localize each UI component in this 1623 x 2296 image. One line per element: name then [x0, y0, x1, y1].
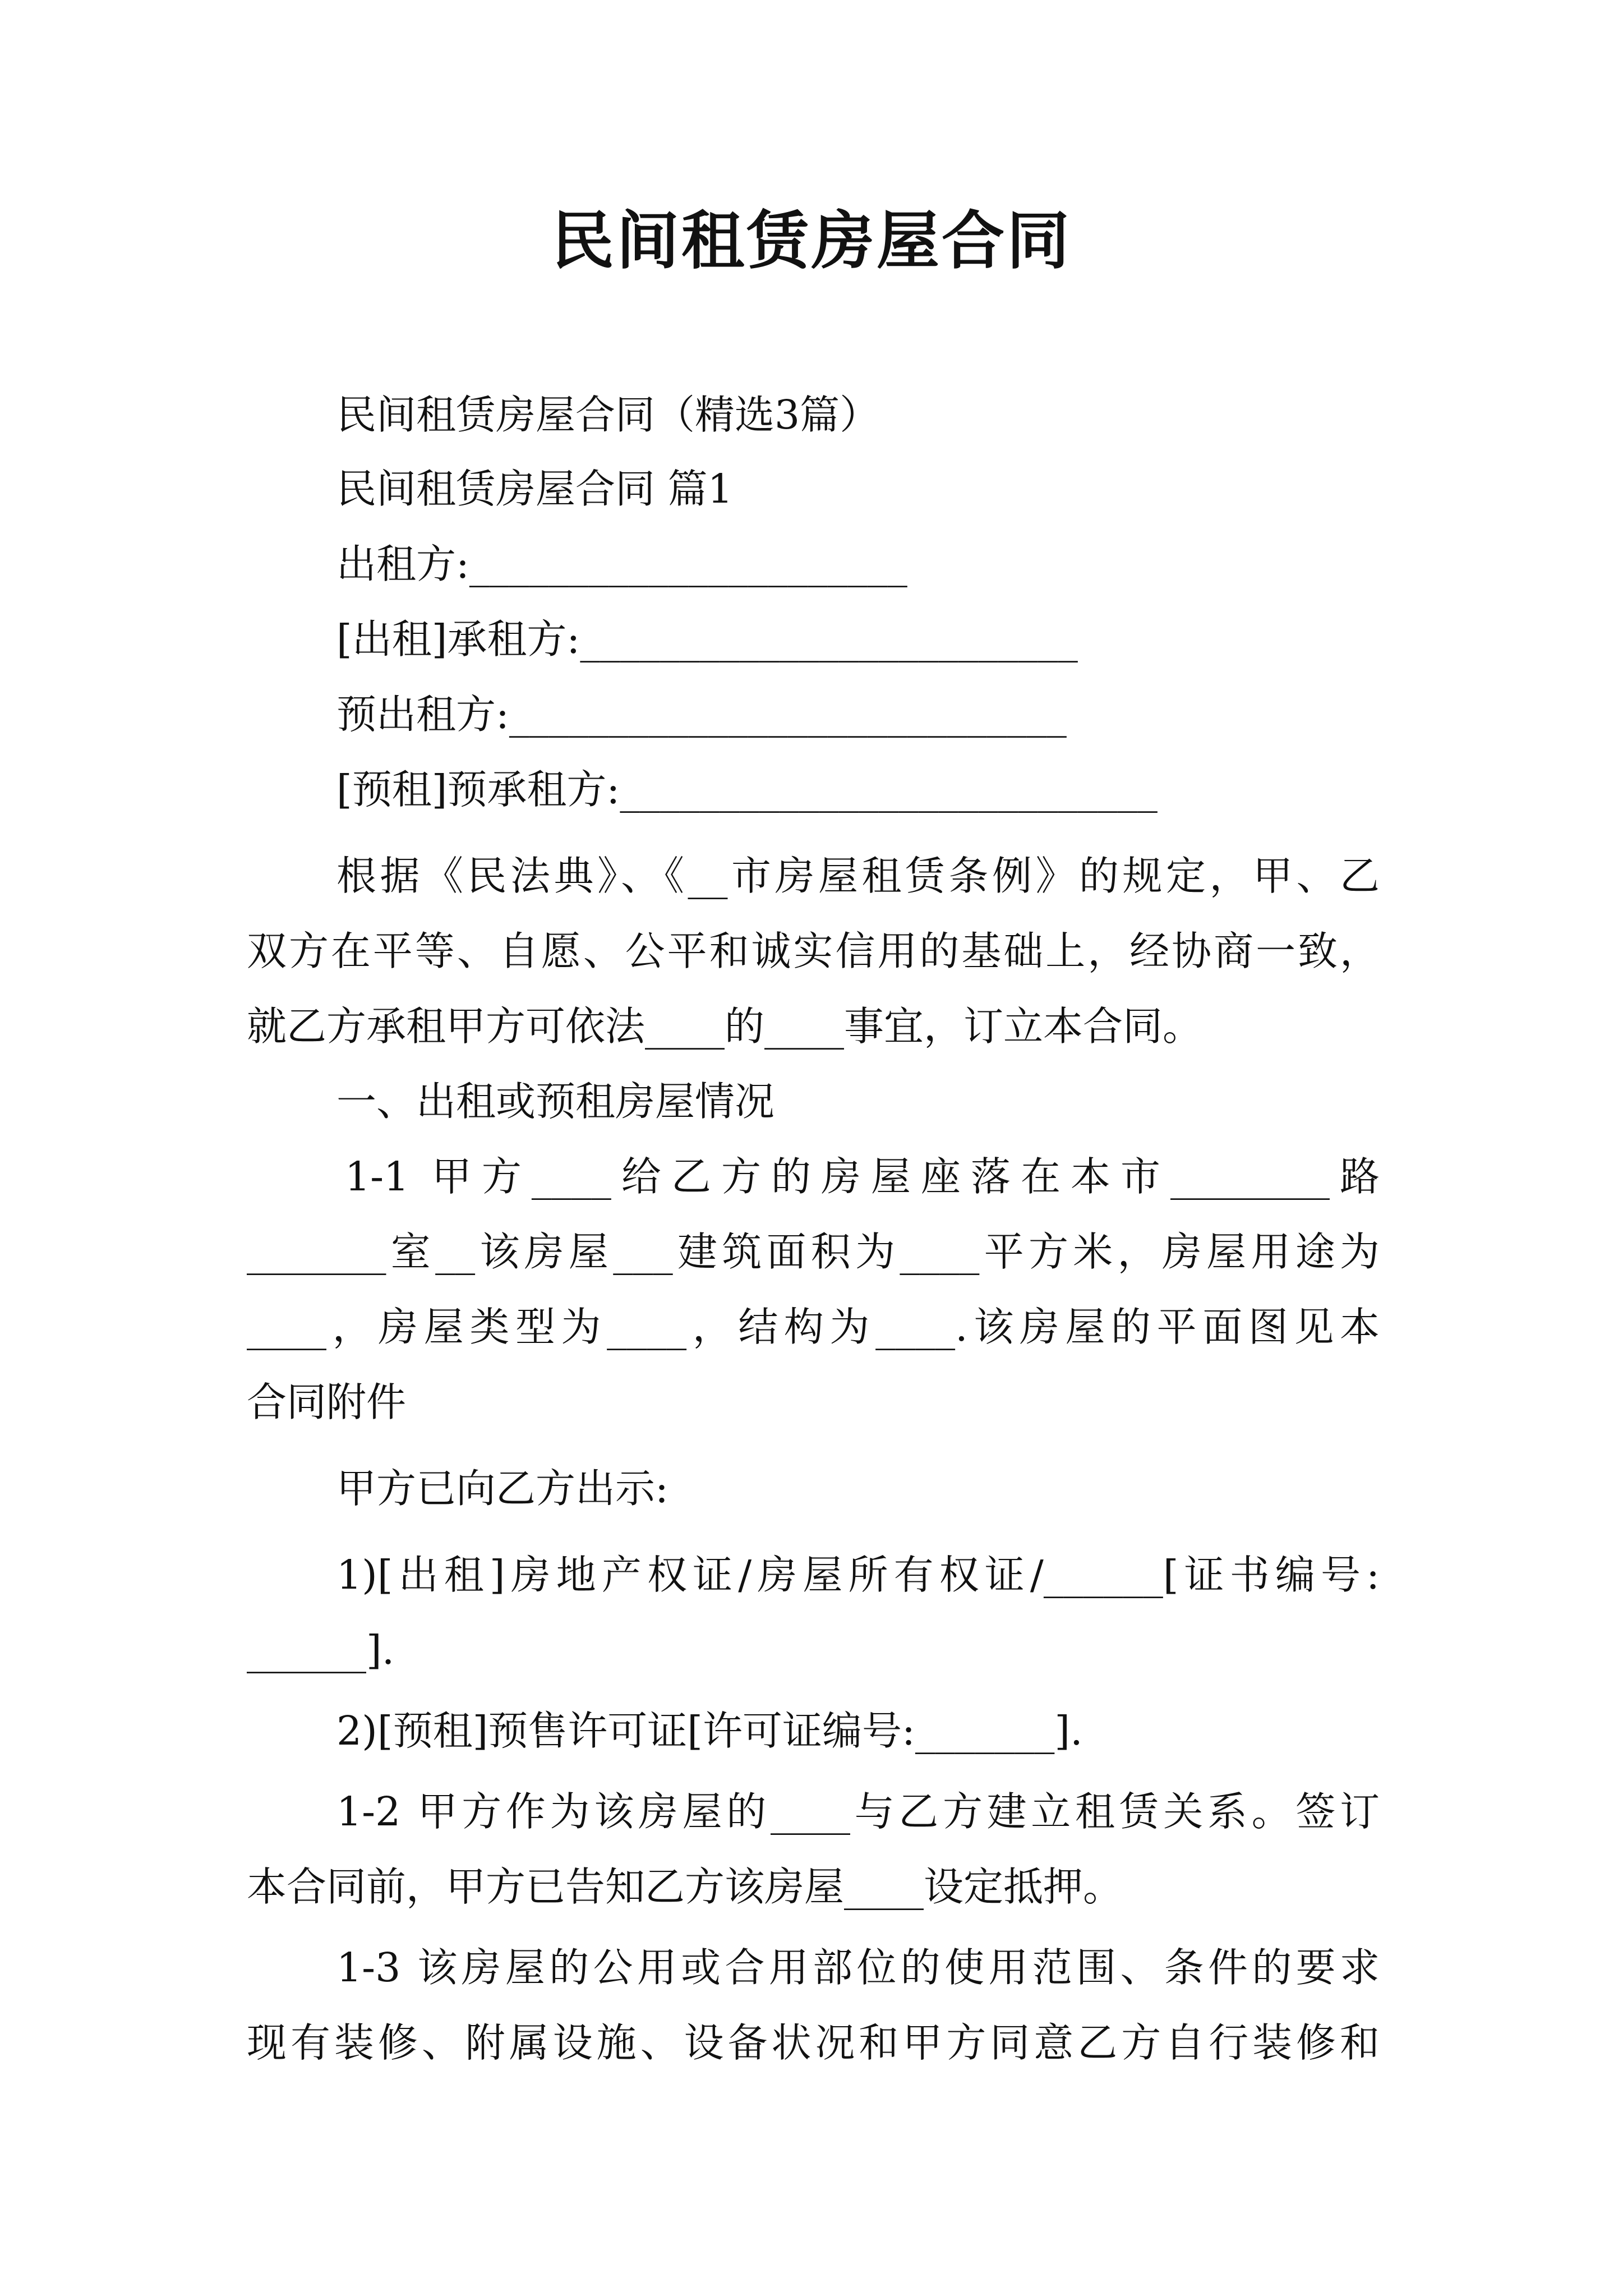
paragraph-line: 1-3 该房屋的公用或合用部位的使用范围、条件的要求 [336, 1944, 1380, 1991]
clause-heading: 一、出租或预租房屋情况 [336, 1078, 775, 1125]
lessee-field: [出租]承租方:_________________________ [336, 616, 1078, 662]
pre-lessor-field: 预出租方:____________________________ [336, 691, 1067, 738]
document-title: 民间租赁房屋合同 [551, 204, 1072, 278]
lessor-field: 出租方:______________________ [336, 541, 907, 587]
paragraph-line: 2)[预租]预售许可证[许可证编号:_______]. [336, 1708, 1083, 1754]
paragraph-line: 根据《民法典》、《__市房屋租赁条例》的规定，甲、乙 [336, 853, 1380, 899]
paragraph-line: 1-1 甲方____给乙方的房屋座落在本市________路 [345, 1153, 1380, 1200]
paragraph-line: 双方在平等、自愿、公平和诚实信用的基础上，经协商一致， [247, 928, 1380, 974]
paragraph-line: 1)[出租]房地产权证/房屋所有权证/______[证书编号: [336, 1552, 1380, 1598]
paragraph-line: ____，房屋类型为____，结构为____.该房屋的平面图见本 [247, 1304, 1380, 1350]
section-heading: 民间租赁房屋合同 篇1 [336, 466, 733, 512]
paragraph-line: _______室__该房屋___建筑面积为____平方米，房屋用途为 [247, 1228, 1380, 1275]
paragraph-line: 甲方已向乙方出示: [336, 1465, 668, 1512]
doc-subtitle: 民间租赁房屋合同（精选3篇） [336, 392, 880, 438]
pre-lessee-field: [预租]预承租方:___________________________ [336, 766, 1158, 813]
paragraph-line: 1-2 甲方作为该房屋的____与乙方建立租赁关系。签订 [336, 1788, 1380, 1835]
paragraph-line: 现有装修、附属设施、设备状况和甲方同意乙方自行装修和 [247, 2019, 1380, 2066]
paragraph-line: 合同附件 [247, 1379, 407, 1425]
paragraph-line: ______]. [247, 1627, 395, 1673]
paragraph-line: 就乙方承租甲方可依法____的____事宜，订立本合同。 [247, 1003, 1203, 1050]
paragraph-line: 本合同前，甲方已告知乙方该房屋____设定抵押。 [247, 1864, 1123, 1910]
